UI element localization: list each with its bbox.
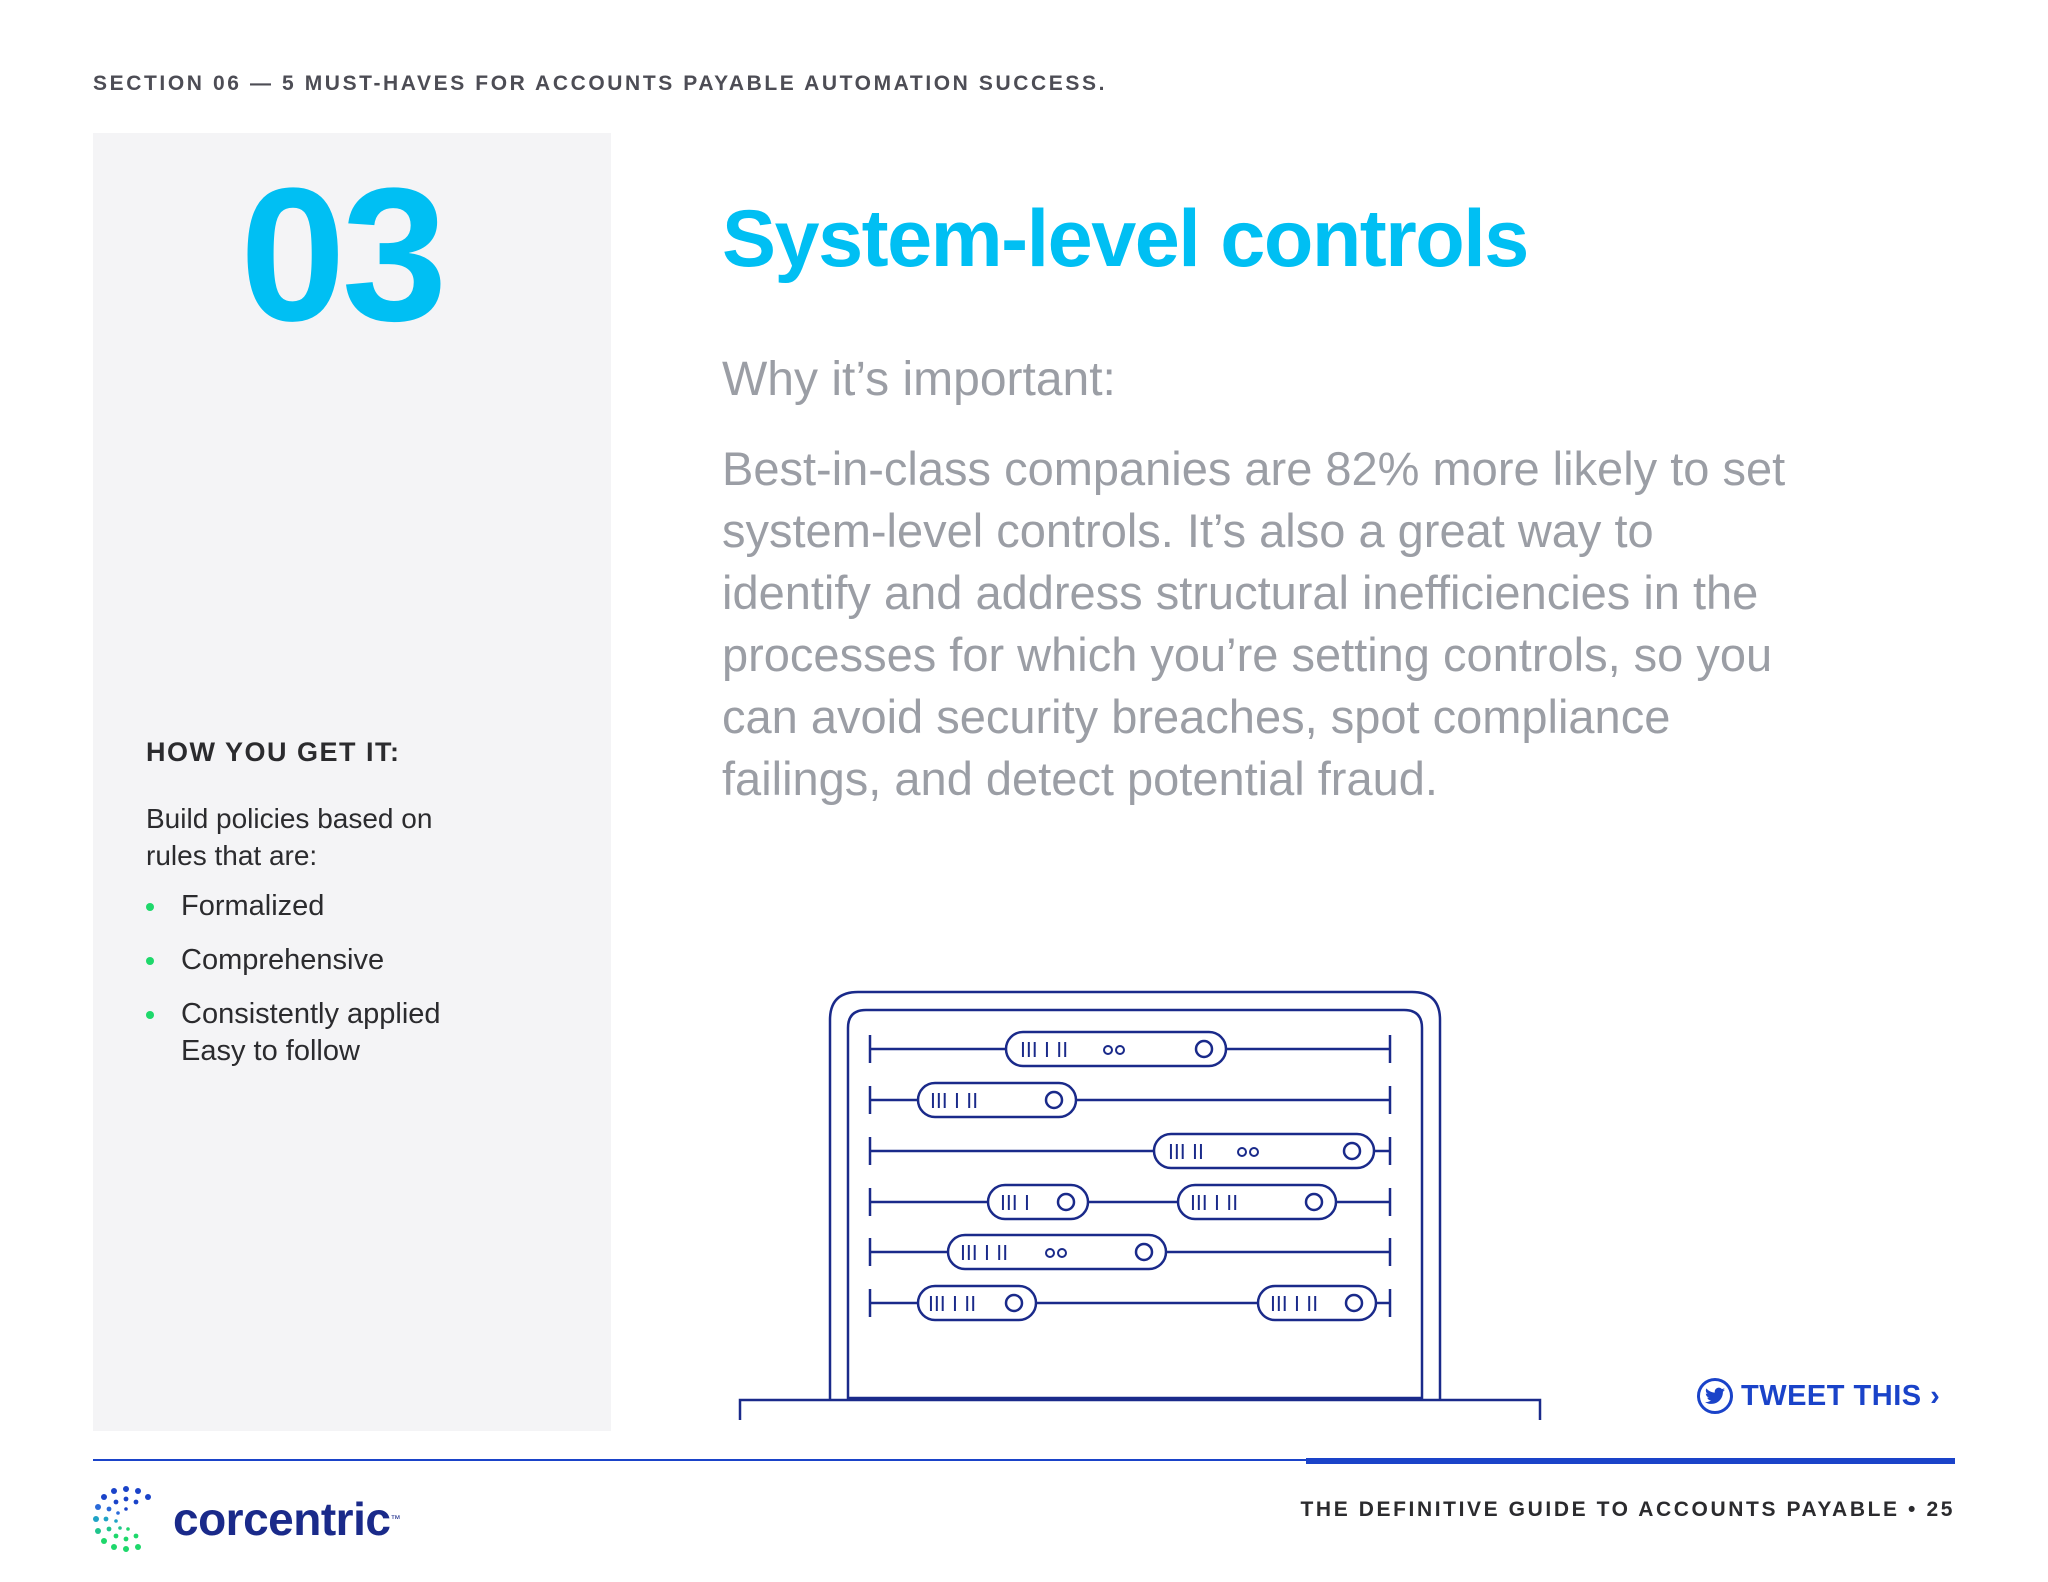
slider-pills [918,1032,1376,1320]
list-item-label: Consistently applied Easy to follow [181,998,441,1067]
slider-label: III I II [1020,1038,1069,1062]
slider-label: III I II [930,1089,979,1113]
list-item-label: Comprehensive [181,944,385,976]
how-you-get-it-heading: HOW YOU GET IT: [146,737,401,767]
bullet-icon [146,903,154,911]
section-number: 03 [240,149,444,361]
twitter-icon [1697,1378,1733,1414]
slider-label: III I II [928,1292,977,1316]
bullet-icon [146,957,154,965]
list-item-label: Formalized [181,890,325,922]
list-item [146,942,441,979]
footer-progress-bar [1306,1458,1955,1464]
logo-trademark: ™ [390,1513,401,1525]
slider-label: III I II [1190,1191,1239,1215]
tweet-label: TWEET THIS › [1741,1379,1941,1412]
corcentric-logo-mark-icon [91,1484,161,1554]
slider-label: III II [1168,1140,1204,1164]
laptop-controls-illustration [730,980,1550,1420]
laptop-base [740,1400,1540,1420]
slider-label: III I [1000,1191,1030,1215]
logo-wordmark: corcentric [173,1493,391,1545]
list-item [146,888,441,925]
requirements-list [146,888,441,1087]
body-paragraph: Best-in-class companies are 82% more likely to set system-level controls. It’s also a great way to identify and address structural inefficiencies in the processes for which you’re setting controls, so you can avoid security breaches, spot compliance failings, and detect potential fraud. [722,442,1786,805]
list-item [146,996,441,1070]
slider-tracks [870,1035,1390,1317]
section-header: SECTION 06 — 5 MUST-HAVES FOR ACCOUNTS PAYABLE AUTOMATION SUCCESS. [93,72,1108,95]
bullet-icon [146,1011,154,1019]
subheading: Why it’s important: [722,353,1116,406]
how-intro-text: Build policies based on rules that are: [146,803,433,871]
slider-label: III I II [960,1241,1009,1265]
page-title: System-level controls [722,194,1528,284]
tweet-this-link[interactable] [1697,1378,1940,1414]
footer-guide-title: THE DEFINITIVE GUIDE TO ACCOUNTS PAYABLE • 25 [1300,1498,1955,1521]
slider-label: III I II [1270,1292,1319,1316]
corcentric-logo [91,1484,400,1554]
